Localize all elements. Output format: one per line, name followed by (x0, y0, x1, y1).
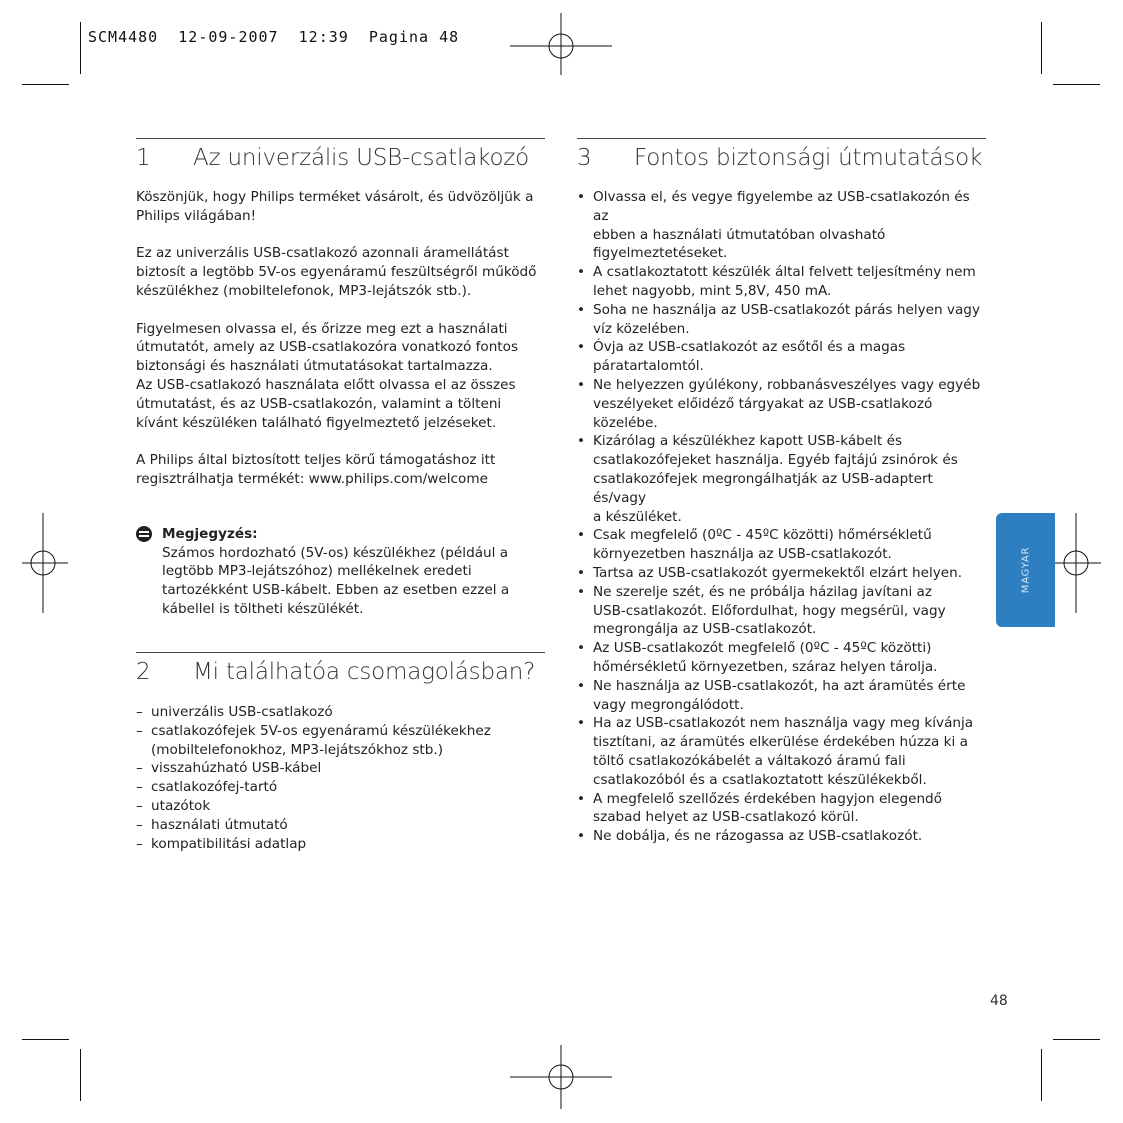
list-marker: • (577, 828, 586, 845)
list-item-line: Tartsa az USB-csatlakozót gyermekektől elzárt helyen. (593, 564, 963, 581)
list-item-line: univerzális USB-csatlakozó (151, 704, 333, 720)
left-column-section-2 (136, 652, 545, 853)
list-item-line: kompatibilitási adatlap (151, 835, 307, 852)
list-item-line: vagy megrongálódott. (593, 696, 744, 713)
list-marker: • (577, 790, 586, 807)
paragraph (136, 244, 545, 300)
section-number: 1 (136, 145, 151, 171)
list-item-line: Ne használja az USB-csatlakozót, ha azt áramütés érte (593, 677, 966, 694)
registration-mark-right (1055, 513, 1101, 613)
list-item (577, 714, 986, 789)
list-marker: • (577, 677, 586, 694)
note-line: Számos hordozható (5V-os) készülékhez (például a (162, 544, 509, 561)
list-item (136, 778, 545, 797)
note-text (162, 544, 545, 619)
list-marker: • (577, 715, 586, 732)
list-marker: • (577, 564, 586, 581)
list-marker: • (577, 640, 586, 657)
note-line: legtöbb MP3-lejátszóhoz) mellékelnek eredeti (162, 563, 472, 580)
paragraph-line: készülékhez (mobiltelefonok, MP3-lejátszók stb.). (136, 282, 472, 299)
list-item-line: szabad helyet az USB-csatlakozó körül. (593, 809, 859, 826)
list-item-line: közelébe. (593, 414, 658, 431)
list-item-line: töltő csatlakozókábelét a váltakozó áramú fali (593, 752, 906, 769)
list-item-line: Ne helyezzen gyúlékony, robbanásveszélyes vagy egyéb (593, 376, 981, 393)
crop-mark (22, 1039, 69, 1040)
list-item-line: használati útmutató (151, 816, 288, 833)
registration-mark-top (510, 13, 612, 75)
list-marker: • (577, 339, 586, 356)
list-item (577, 564, 986, 583)
list-marker: – (136, 835, 143, 852)
list-item (577, 432, 986, 526)
package-contents-list (136, 703, 545, 853)
list-marker: – (136, 722, 143, 739)
print-header: SCM4480 12-09-2007 12:39 Pagina 48 (88, 28, 460, 46)
list-marker: – (136, 760, 143, 777)
list-item (577, 639, 986, 677)
paragraph (136, 320, 545, 433)
note-label: Megjegyzés: (162, 525, 258, 542)
section-rule (577, 138, 986, 139)
list-item (577, 526, 986, 564)
language-tab (996, 513, 1055, 627)
section-1-body (136, 188, 545, 489)
list-item-line: Ne szerelje szét, és ne próbálja házilag javítani az (593, 583, 933, 600)
language-tab-label: MAGYAR (1020, 546, 1031, 594)
section-3-heading (577, 145, 986, 171)
list-item (577, 677, 986, 715)
left-column (136, 138, 545, 619)
list-item-line: csatlakozófej-tartó (151, 779, 278, 796)
right-column (577, 138, 986, 846)
list-item (136, 797, 545, 816)
list-marker: • (577, 433, 586, 450)
list-item-line: visszahúzható USB-kábel (151, 760, 322, 777)
list-item (577, 263, 986, 301)
list-item-line: csatlakozóból és a csatlakoztatott készülékekből. (593, 771, 927, 788)
list-item-line: Kizárólag a készülékhez kapott USB-kábelt és (593, 433, 903, 450)
list-marker: • (577, 189, 586, 205)
list-item-line: megrongálja az USB-csatlakozót. (593, 621, 817, 638)
paragraph-line: regisztrálhatja termékét: www.philips.com/welcome (136, 470, 488, 487)
paragraph-line: útmutatást, és az USB-csatlakozón, valamint a tölteni (136, 395, 502, 412)
crop-mark (1041, 1049, 1042, 1101)
list-item-line: ebben a használati útmutatóban olvasható (593, 226, 886, 243)
list-item (136, 759, 545, 778)
list-item-line: Ha az USB-csatlakozót nem használja vagy meg kívánja (593, 715, 974, 732)
list-marker: – (136, 816, 143, 833)
section-rule (136, 138, 545, 139)
section-rule (136, 652, 545, 653)
list-item-line: Soha ne használja az USB-csatlakozót párás helyen vagy (593, 301, 980, 318)
list-item-line: hőmérsékletű környezetben, száraz helyen tárolja. (593, 658, 938, 675)
crop-mark (80, 22, 81, 74)
crop-mark (80, 1049, 81, 1101)
crop-mark (1053, 1039, 1100, 1040)
list-item-line: Olvassa el, és vegye figyelembe az USB-csatlakozón és az (593, 189, 970, 224)
list-item (577, 790, 986, 828)
list-item-line: A csatlakoztatott készülék által felvett teljesítmény nem (593, 264, 976, 281)
list-item-line: víz közelében. (593, 320, 690, 337)
crop-mark (1053, 84, 1100, 85)
paragraph-line: A Philips által biztosított teljes körű támogatáshoz itt (136, 452, 496, 469)
list-item-line: Ne dobálja, és ne rázogassa az USB-csatlakozót. (593, 828, 923, 845)
list-item-line: USB-csatlakozót. Előfordulhat, hogy megsérül, vagy (593, 602, 946, 619)
note-block (136, 525, 545, 619)
paragraph-line: biztonsági és használati útmutatásokat tartalmazza. (136, 358, 493, 375)
list-marker: – (136, 797, 143, 814)
list-marker: • (577, 376, 586, 393)
paragraph-line: biztosít a legtöbb 5V-os egyenáramú feszültségről működő (136, 264, 537, 281)
section-number: 3 (577, 145, 592, 171)
list-item (577, 338, 986, 376)
list-item-line: környezetben használja az USB-csatlakozót. (593, 546, 892, 563)
section-2-heading (136, 659, 545, 685)
list-marker: • (577, 264, 586, 281)
list-item (577, 583, 986, 639)
list-marker: • (577, 301, 586, 318)
list-marker: – (136, 704, 143, 720)
list-item-line: csatlakozófejek 5V-os egyenáramú készülékekhez (151, 722, 491, 739)
section-1-heading (136, 145, 545, 171)
note-icon (136, 526, 152, 542)
paragraph-line: kívánt készüléken található figyelmeztető jelzéseket. (136, 414, 497, 431)
crop-mark (1041, 22, 1042, 74)
list-item (577, 188, 986, 263)
list-item (136, 816, 545, 835)
list-marker: • (577, 527, 586, 544)
list-item-line: páratartalomtól. (593, 358, 704, 375)
list-item-line: Csak megfelelő (0ºC - 45ºC közötti) hőmérsékletű (593, 527, 932, 544)
list-item (577, 301, 986, 339)
list-item-line: (mobiltelefonokhoz, MP3-lejátszókhoz stb.) (151, 741, 444, 758)
list-item (136, 835, 545, 854)
note-line: tartozékként USB-kábelt. Ebben az esetben ezzel a (162, 582, 510, 599)
list-item-line: lehet nagyobb, mint 5,8V, 450 mA. (593, 282, 832, 299)
list-marker: • (577, 583, 586, 600)
list-item-line: Az USB-csatlakozót megfelelő (0ºC - 45ºC közötti) (593, 640, 932, 657)
paragraph-line: Az USB-csatlakozó használata előtt olvassa el az összes (136, 376, 516, 393)
section-title: Az univerzális USB-csatlakozó (193, 145, 530, 171)
list-item (136, 722, 545, 760)
safety-instructions-list (577, 188, 986, 846)
list-item-line: A megfelelő szellőzés érdekében hagyjon elegendő (593, 790, 943, 807)
list-marker: – (136, 779, 143, 796)
list-item-line: csatlakozófejek megrongálhatják az USB-adaptert és/vagy (593, 470, 933, 506)
list-item-line: a készüléket. (593, 508, 682, 525)
registration-mark-bottom (510, 1045, 612, 1109)
crop-mark (22, 84, 69, 85)
paragraph (136, 188, 545, 226)
list-item-line: figyelmeztetéseket. (593, 245, 728, 262)
section-title: Mi találhatóa csomagolásban? (193, 659, 536, 685)
paragraph-line: Köszönjük, hogy Philips terméket vásárolt, és üdvözöljük a (136, 189, 534, 205)
list-item (577, 376, 986, 432)
paragraph-line: Ez az univerzális USB-csatlakozó azonnali áramellátást (136, 245, 509, 262)
list-item-line: Óvja az USB-csatlakozót az esőtől és a magas (593, 339, 906, 356)
registration-mark-left (22, 513, 68, 613)
list-item-line: veszélyeket előidéző tárgyakat az USB-csatlakozó (593, 395, 933, 412)
list-item-line: csatlakozófejeket használja. Egyéb fajtájú zsinórok és (593, 452, 958, 469)
paragraph-line: Figyelmesen olvassa el, és őrizze meg ezt a használati (136, 320, 508, 337)
list-item-line: tisztítani, az áramütés elkerülése érdekében húzza ki a (593, 734, 968, 751)
list-item (136, 703, 545, 722)
list-item-line: utazótok (151, 797, 211, 814)
paragraph-line: Philips világában! (136, 207, 257, 224)
note-line: kábellel is töltheti készülékét. (162, 600, 364, 617)
paragraph-line: útmutatót, amely az USB-csatlakozóra vonatkozó fontos (136, 339, 519, 356)
section-title: Fontos biztonsági útmutatások (634, 145, 983, 171)
section-number: 2 (136, 659, 151, 685)
paragraph (136, 451, 545, 489)
page-number: 48 (990, 993, 1008, 1009)
list-item (577, 827, 986, 846)
